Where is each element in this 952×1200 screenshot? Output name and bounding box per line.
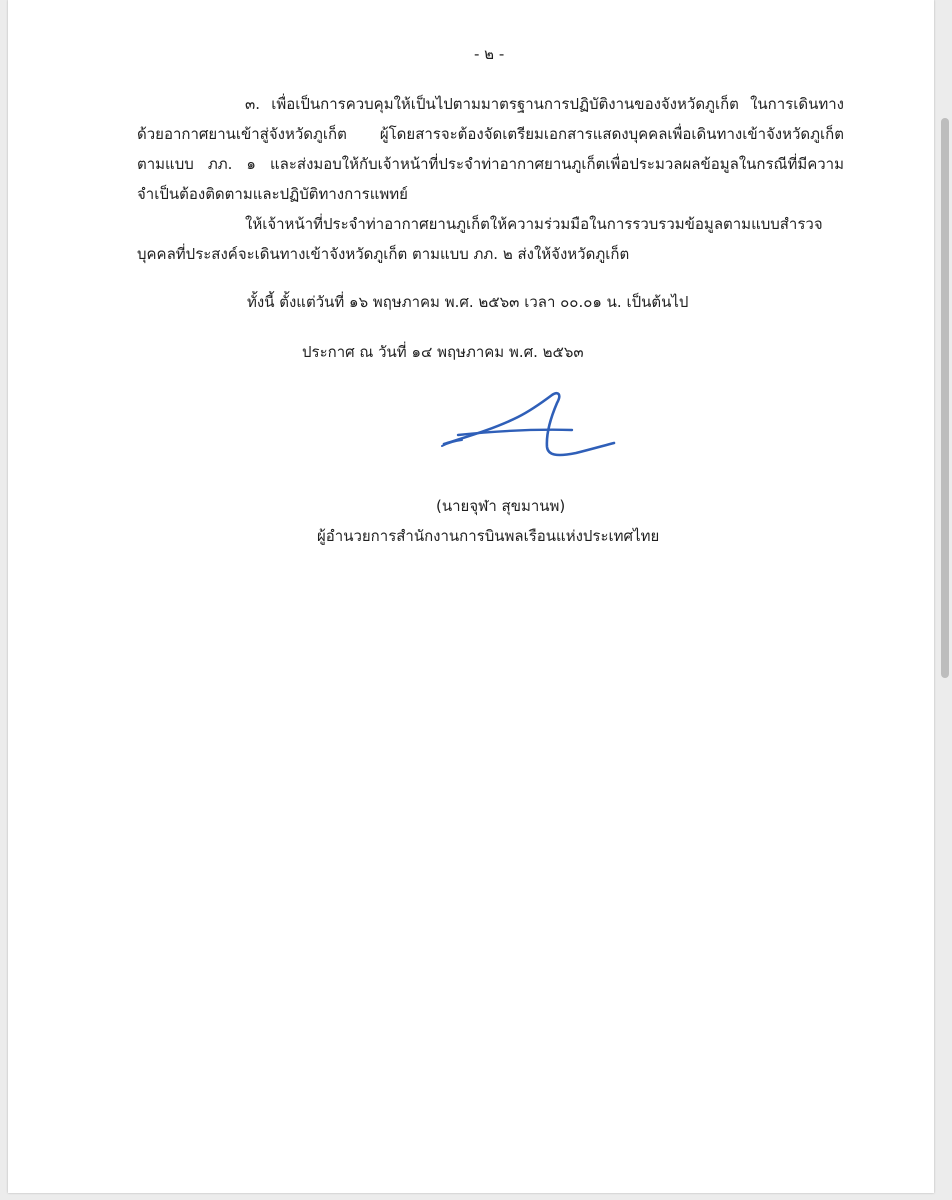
officers-paragraph-line-2: บุคคลที่ประสงค์จะเดินทางเข้าจังหวัดภูเก็ต ตามแบบ ภภ. ๒ ส่งให้จังหวัดภูเก็ต [137, 245, 630, 263]
document-page [8, 0, 934, 1193]
paragraph-3-line-4: จำเป็นต้องติดตามและปฏิบัติทางการแพทย์ [137, 185, 408, 203]
scrollbar-thumb[interactable] [941, 118, 949, 678]
vertical-scrollbar[interactable] [938, 0, 952, 1200]
signer-position: ผู้อำนวยการสำนักงานการบินพลเรือนแห่งประเทศไทย [317, 527, 660, 545]
paragraph-3-line-3: ตามแบบ ภภ. ๑ และส่งมอบให้กับเจ้าหน้าที่ประจำท่าอากาศยานภูเก็ตเพื่อประมวลผลข้อมูลในกรณีที่มีความ [137, 155, 844, 173]
paragraph-3-line-1: ๓. เพื่อเป็นการควบคุมให้เป็นไปตามมาตรฐานการปฏิบัติงานของจังหวัดภูเก็ต ในการเดินทาง [245, 95, 844, 113]
officers-paragraph-line-1: ให้เจ้าหน้าที่ประจำท่าอากาศยานภูเก็ตให้ความร่วมมือในการรวบรวมข้อมูลตามแบบสำรวจ [245, 215, 823, 233]
effective-date: ทั้งนี้ ตั้งแต่วันที่ ๑๖ พฤษภาคม พ.ศ. ๒๕๖๓ เวลา ๐๐.๐๑ น. เป็นต้นไป [247, 293, 689, 311]
signer-name: (นายจุฬา สุขมานพ) [436, 497, 566, 515]
page-number: - ๒ - [474, 45, 505, 63]
signature-image [436, 385, 621, 470]
announcement-date: ประกาศ ณ วันที่ ๑๔ พฤษภาคม พ.ศ. ๒๕๖๓ [302, 343, 584, 361]
paragraph-3-line-2: ด้วยอากาศยานเข้าสู่จังหวัดภูเก็ต ผู้โดยสารจะต้องจัดเตรียมเอกสารแสดงบุคคลเพื่อเดินทางเข้าจังหวัดภูเก็ต [137, 125, 844, 143]
